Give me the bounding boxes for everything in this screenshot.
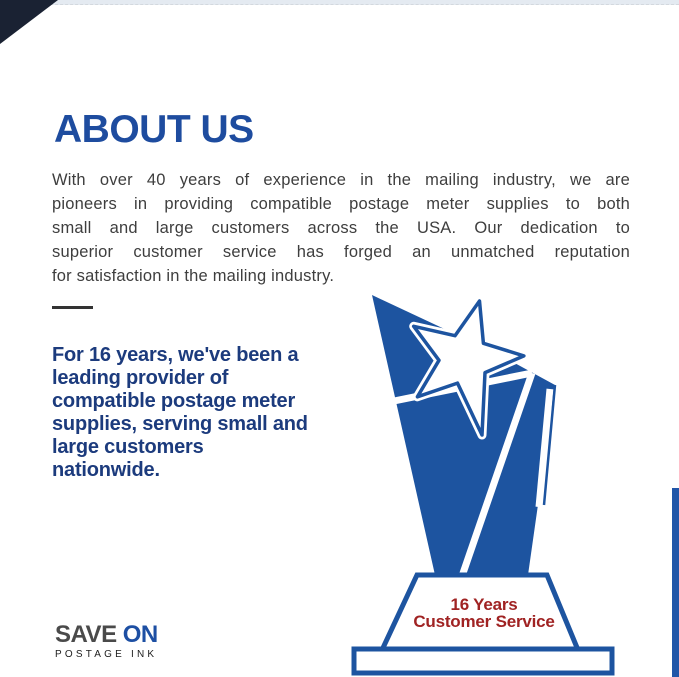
highlight-line: For 16 years, we've been a: [52, 344, 299, 366]
right-accent-bar: [672, 488, 679, 677]
highlight-line: large customers: [52, 436, 204, 458]
trophy-base: [354, 649, 612, 673]
corner-triangle-decoration: [0, 0, 58, 44]
award-service-label: Customer Service: [413, 612, 555, 631]
highlight-line: nationwide.: [52, 459, 160, 481]
about-paragraph-line: small and large customers across the USA. Our dedication to: [52, 219, 630, 237]
brand-logo: [55, 623, 158, 660]
award-text: [348, 596, 620, 630]
brand-logo-subtitle: POSTAGE INK: [55, 649, 158, 660]
highlight-text: [52, 344, 352, 482]
page-title: ABOUT US: [54, 108, 254, 152]
award-years-label: 16 Years: [450, 595, 518, 614]
about-paragraph-line: for satisfaction in the mailing industry.: [52, 267, 335, 285]
divider-dash: [52, 306, 93, 309]
brand-word-save: SAVE: [55, 621, 117, 648]
about-paragraph: [52, 168, 630, 288]
about-paragraph-line: With over 40 years of experience in the mailing industry, we are: [52, 171, 630, 189]
brand-logo-title: [55, 623, 158, 647]
highlight-line: supplies, serving small and: [52, 413, 308, 435]
trophy-illustration: [348, 285, 620, 677]
about-paragraph-line: pioneers in providing compatible postage meter supplies to both: [52, 195, 630, 213]
brand-word-on: ON: [122, 621, 158, 648]
highlight-line: compatible postage meter: [52, 390, 296, 412]
about-paragraph-line: superior customer service has forged an unmatched reputation: [52, 243, 630, 261]
top-accent-strip: [0, 0, 679, 5]
highlight-line: leading provider of: [52, 367, 229, 389]
